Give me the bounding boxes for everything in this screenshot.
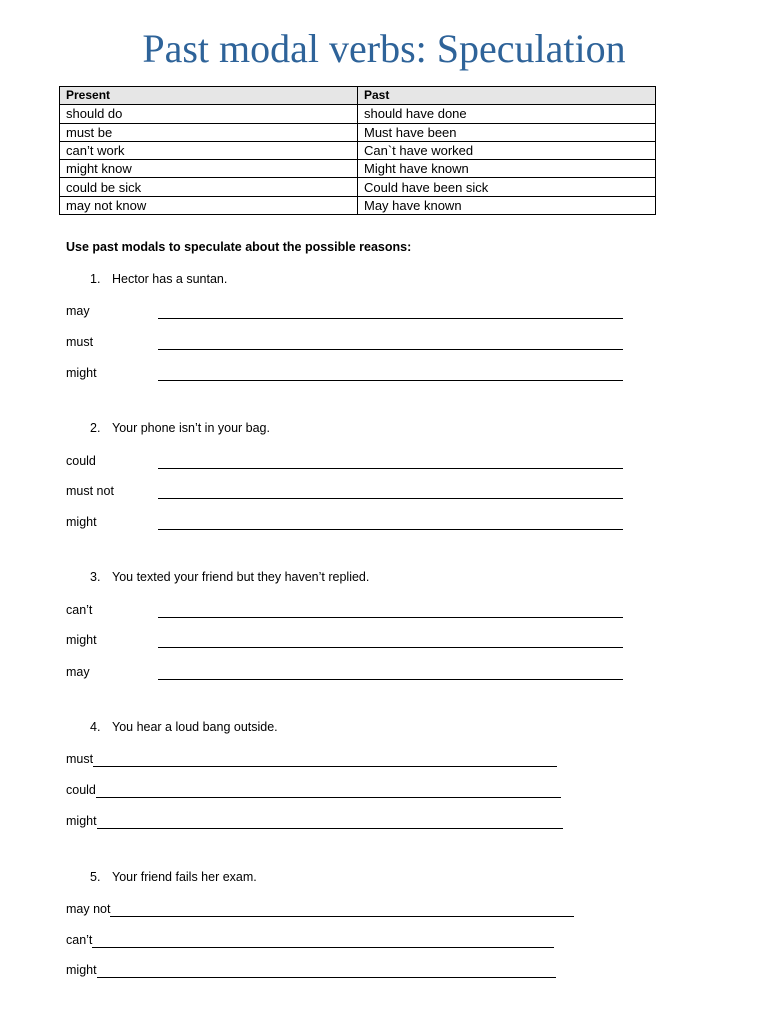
question-5 (90, 870, 257, 884)
modal-label: may (66, 665, 90, 679)
answer-line[interactable] (158, 635, 623, 648)
question-4 (90, 720, 278, 734)
answer-line[interactable] (158, 517, 623, 530)
answer-line[interactable] (92, 935, 554, 948)
modal-label: might (66, 633, 97, 647)
answer-line[interactable] (96, 785, 561, 798)
present-cell: might know (60, 160, 358, 178)
answer-line[interactable] (158, 667, 623, 680)
present-cell: must be (60, 123, 358, 141)
answer-line[interactable] (158, 456, 623, 469)
past-cell: Could have been sick (358, 178, 656, 196)
answer-line[interactable] (158, 605, 623, 618)
answer-row (66, 751, 557, 767)
modal-label: might (66, 515, 97, 529)
answer-row (66, 813, 563, 829)
past-cell: Can`t have worked (358, 141, 656, 159)
answer-line[interactable] (158, 486, 623, 499)
modal-label: might (66, 814, 97, 828)
table-row (60, 178, 656, 196)
modal-label: may not (66, 902, 111, 916)
past-cell: Must have been (358, 123, 656, 141)
modal-label: could (66, 783, 96, 797)
answer-row (66, 514, 623, 530)
question-text: Hector has a suntan. (112, 272, 228, 286)
table-row (60, 123, 656, 141)
question-text: You texted your friend but they haven’t replied. (112, 570, 370, 584)
table-row (60, 196, 656, 214)
question-number: 3. (90, 570, 101, 584)
answer-line[interactable] (158, 337, 623, 350)
past-cell: May have known (358, 196, 656, 214)
modal-label: can’t (66, 603, 93, 617)
answer-row (66, 901, 574, 917)
question-number: 2. (90, 421, 101, 435)
answer-line[interactable] (158, 368, 623, 381)
table-row (60, 105, 656, 123)
question-2 (90, 421, 270, 435)
answer-line[interactable] (158, 306, 623, 319)
answer-row (66, 664, 623, 680)
answer-row (66, 453, 623, 469)
modal-label: might (66, 963, 97, 977)
modal-label: may (66, 304, 90, 318)
answer-row (66, 602, 623, 618)
question-text: Your phone isn’t in your bag. (112, 421, 270, 435)
column-header-present: Present (60, 87, 358, 105)
question-3 (90, 570, 369, 584)
question-1 (90, 272, 227, 286)
past-cell: should have done (358, 105, 656, 123)
answer-row (66, 632, 623, 648)
modal-label: must (66, 335, 94, 349)
answer-row (66, 303, 623, 319)
present-cell: can’t work (60, 141, 358, 159)
question-text: You hear a loud bang outside. (112, 720, 278, 734)
present-cell: may not know (60, 196, 358, 214)
page-title: Past modal verbs: Speculation (142, 26, 626, 71)
answer-row (66, 334, 623, 350)
question-number: 4. (90, 720, 101, 734)
answer-row (66, 962, 556, 978)
answer-line[interactable] (110, 904, 574, 917)
answer-row (66, 365, 623, 381)
answer-row (66, 932, 554, 948)
question-number: 1. (90, 272, 101, 286)
present-cell: could be sick (60, 178, 358, 196)
modal-verbs-table (59, 86, 656, 215)
question-text: Your friend fails her exam. (112, 870, 257, 884)
table-row (60, 160, 656, 178)
modal-label: might (66, 366, 97, 380)
table-row (60, 141, 656, 159)
modal-label: can’t (66, 933, 93, 947)
past-cell: Might have known (358, 160, 656, 178)
answer-row (66, 483, 623, 499)
question-number: 5. (90, 870, 101, 884)
answer-line[interactable] (97, 816, 563, 829)
present-cell: should do (60, 105, 358, 123)
answer-line[interactable] (97, 965, 556, 978)
modal-label: must not (66, 484, 114, 498)
instructions: Use past modals to speculate about the possible reasons: (66, 240, 412, 254)
answer-line[interactable] (93, 754, 557, 767)
column-header-past: Past (358, 87, 656, 105)
modal-label: must (66, 752, 94, 766)
answer-row (66, 782, 561, 798)
table-header-row (60, 87, 656, 105)
modal-label: could (66, 454, 96, 468)
